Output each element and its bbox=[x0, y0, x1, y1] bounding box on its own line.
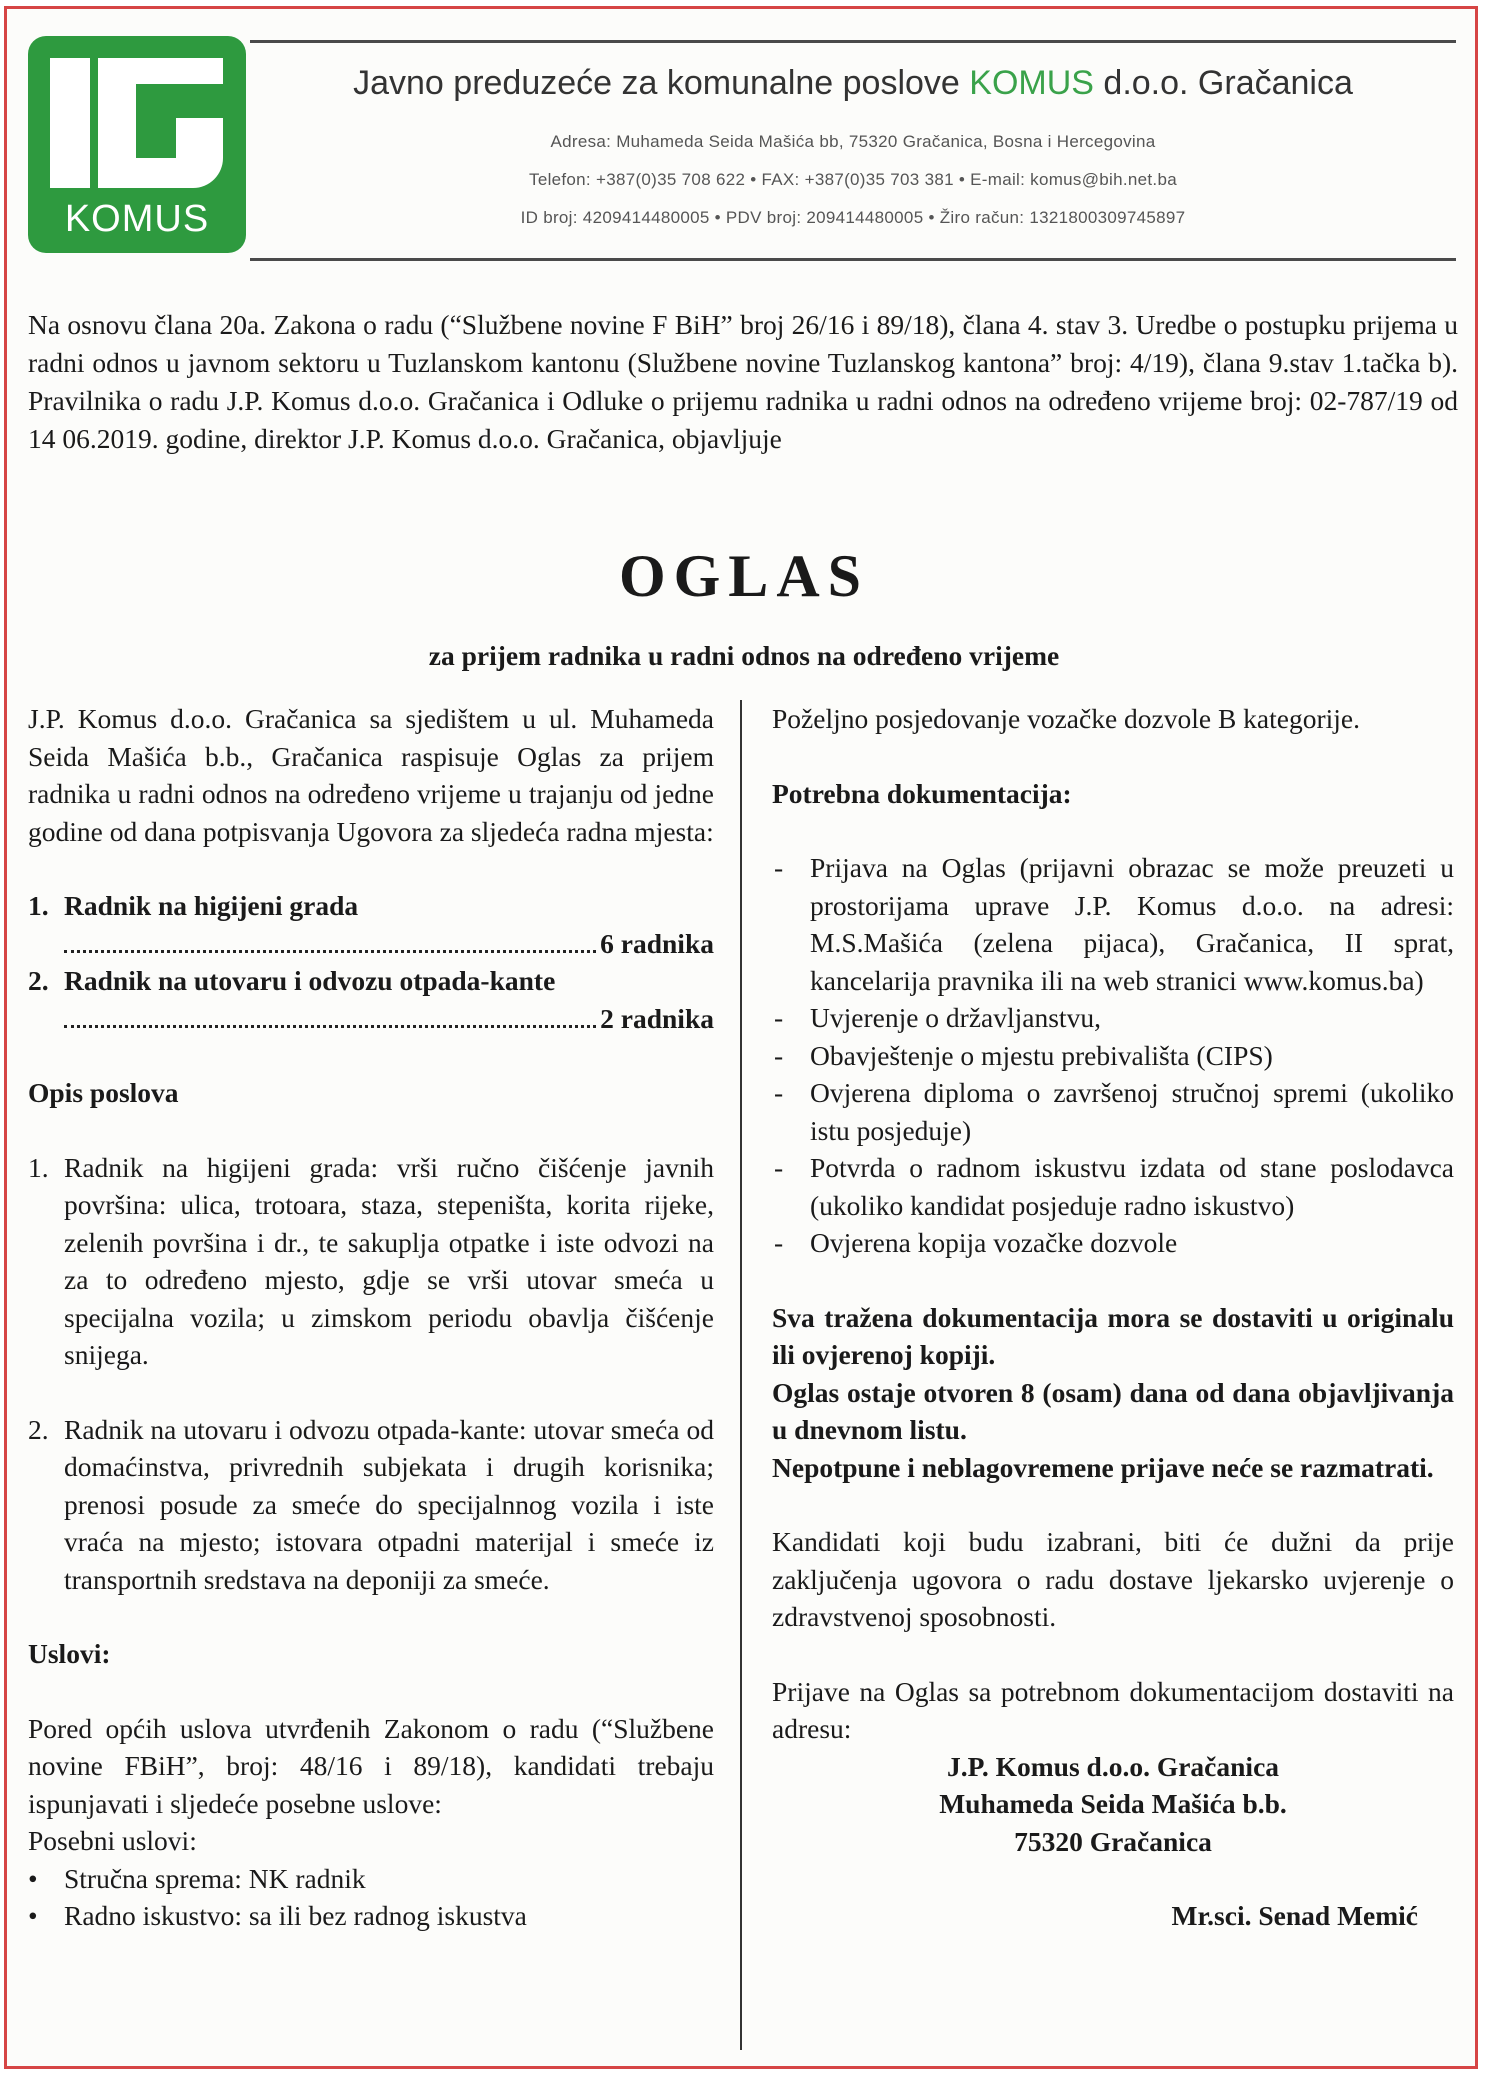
list-item: 2. Radnik na utovaru i odvozu otpada-kante: utovar smeća od domaćinstva, privrednih subjekata i drugih korisnika; prenosi posude za smeće do specijalnnog vozila i iste vraća na mjesto; istovara otpadni materijal i smeće iz transportnih sredstava na deponiji za smeće. bbox=[28, 1413, 714, 1595]
special-heading: Posebni uslovi: bbox=[28, 1825, 197, 1856]
company-name: Javno preduzeće za komunalne poslove KOMUS d.o.o. Gračanica bbox=[353, 64, 1353, 102]
list-item: - Obavještenje o mjestu prebivališta (CIPS) bbox=[774, 1039, 1273, 1071]
conditions-paragraph: Pored općih uslova utvrđenih Zakonom o radu (“Službene novine FBiH”, broj: 48/16 i 89/18), kandidati trebaju ispunjavati i sljedeće posebne uslove: bbox=[28, 1712, 714, 1819]
candidates-paragraph: Kandidati koji budu izabrani, biti će dužni da prije zaključenja ugovora o radu dostave ljekarsko uvjerenje o zdravstvenoj sposobnosti. bbox=[772, 1526, 1454, 1632]
position-count: 6 radnika bbox=[64, 925, 714, 963]
company-address: Adresa: Muhameda Seida Mašića bb, 75320 Gračanica, Bosna i Hercegovina bbox=[550, 132, 1156, 151]
address-line: J.P. Komus d.o.o. Gračanica bbox=[946, 1750, 1280, 1782]
list-item: - Ovjerena kopija vozačke dozvole bbox=[774, 1227, 1178, 1258]
list-item: - Ovjerena diploma o završenoj stručnoj spremi (ukoliko istu posjeduje) bbox=[774, 1077, 1454, 1146]
komus-logo bbox=[28, 36, 246, 253]
list-item: - Uvjerenje o državljanstvu, bbox=[774, 1002, 1101, 1033]
address-line: 75320 Gračanica bbox=[1014, 1825, 1212, 1857]
deadline-note: Oglas ostaje otvoren 8 (osam) dana od dana objavljivanja u dnevnom listu. bbox=[772, 1376, 1454, 1445]
position-title: 1. Radnik na higijeni grada bbox=[28, 890, 359, 921]
company-contact: Telefon: +387(0)35 708 622 • FAX: +387(0)35 703 381 • E-mail: komus@bih.net.ba bbox=[529, 170, 1177, 189]
ad-subtitle: za prijem radnika u radni odnos na određeno vrijeme bbox=[428, 640, 1060, 671]
list-item: • Stručna sprema: NK radnik bbox=[28, 1862, 366, 1894]
duties-list bbox=[28, 1411, 714, 1599]
list-item: 1. Radnik na higijeni grada: vrši ručno čišćenje javnih površina: ulica, trotoara, staza, stepeništa, korita rijeke, zelenih površina i dr., te sakuplja otpatke i iste odvozi na za to određeno mjesto, gdje se vrši utovar smeća u specijalna vozila; u zimskom periodu obavlja čišćenje snijega. bbox=[28, 1151, 714, 1370]
list-item: • Radno iskustvo: sa ili bez radnog iskustva bbox=[28, 1900, 527, 1931]
right-column bbox=[772, 700, 1454, 1935]
signature: Mr.sci. Senad Memić bbox=[1171, 1900, 1418, 1931]
header-top-rule bbox=[250, 40, 1456, 43]
position-count: 2 radnika bbox=[64, 1000, 714, 1038]
left-column bbox=[28, 700, 714, 1935]
docs-list bbox=[772, 849, 1454, 1262]
address-line: Muhameda Seida Mašića b.b. bbox=[939, 1788, 1287, 1819]
header-bottom-rule bbox=[250, 258, 1456, 261]
logo-label: KOMUS bbox=[64, 198, 210, 240]
docs-original-note: Sva tražena dokumentacija mora se dostaviti u originalu ili ovjerenoj kopiji. bbox=[772, 1301, 1454, 1370]
list-item: - Prijava na Oglas (prijavni obrazac se može preuzeti u prostorijama uprave J.P. Komus d.o.o. na adresi: M.S.Mašića (zelena pijaca), Gračanica, II sprat, kancelarija pravnika ili na web stranici www.komus.ba) bbox=[774, 852, 1454, 996]
duties-heading: Opis poslova bbox=[28, 1077, 179, 1108]
list-item: - Potvrda o radnom iskustvu izdata od stane poslodavca (ukoliko kandidat posjeduje radno iskustvo) bbox=[774, 1152, 1454, 1221]
intro-paragraph: Na osnovu člana 20a. Zakona o radu (“Službene novine F BiH” broj 26/16 i 89/18), člana 4. stav 3. Uredbe o postupku prijema u radni odnos u javnom sektoru u Tuzlanskom kantonu (Službene novine Tuzlanskog kantona” broj: 4/19), člana 9.stav 1.tačka b). Pravilnika o radu J.P. Komus d.o.o. Gračanica i Odluke o prijemu radnika u radni odnos na određeno vrijeme broj: 02-787/19 od 14 06.2019. godine, direktor J.P. Komus d.o.o. Gračanica, objavljuje bbox=[28, 309, 1458, 454]
duties-list bbox=[28, 1149, 714, 1374]
submit-paragraph: Prijave na Oglas sa potrebnom dokumentacijom dostaviti na adresu: bbox=[772, 1675, 1454, 1744]
conditions-heading: Uslovi: bbox=[28, 1638, 111, 1669]
special-list bbox=[28, 1860, 714, 1935]
ad-title: OGLAS bbox=[618, 543, 870, 609]
opening-paragraph: J.P. Komus d.o.o. Gračanica sa sjedištem u ul. Muhameda Seida Mašića b.b., Gračanica raspisuje Oglas za prijem radnika u radni odnos na određeno vrijeme u trajanju od jedne godine od dana potpisvanja Ugovora za sljedeća radna mjesta: bbox=[28, 703, 714, 847]
license-note: Poželjno posjedovanje vozačke dozvole B kategorije. bbox=[772, 703, 1361, 734]
column-divider bbox=[740, 700, 742, 2050]
position-title: 2. Radnik na utovaru i odvozu otpada-kante bbox=[28, 965, 556, 996]
company-ids: ID broj: 4209414480005 • PDV broj: 209414480005 • Žiro račun: 1321800309745897 bbox=[520, 208, 1186, 227]
docs-heading: Potrebna dokumentacija: bbox=[772, 777, 1072, 809]
incomplete-note: Nepotpune i neblagovremene prijave neće se razmatrati. bbox=[772, 1451, 1434, 1483]
